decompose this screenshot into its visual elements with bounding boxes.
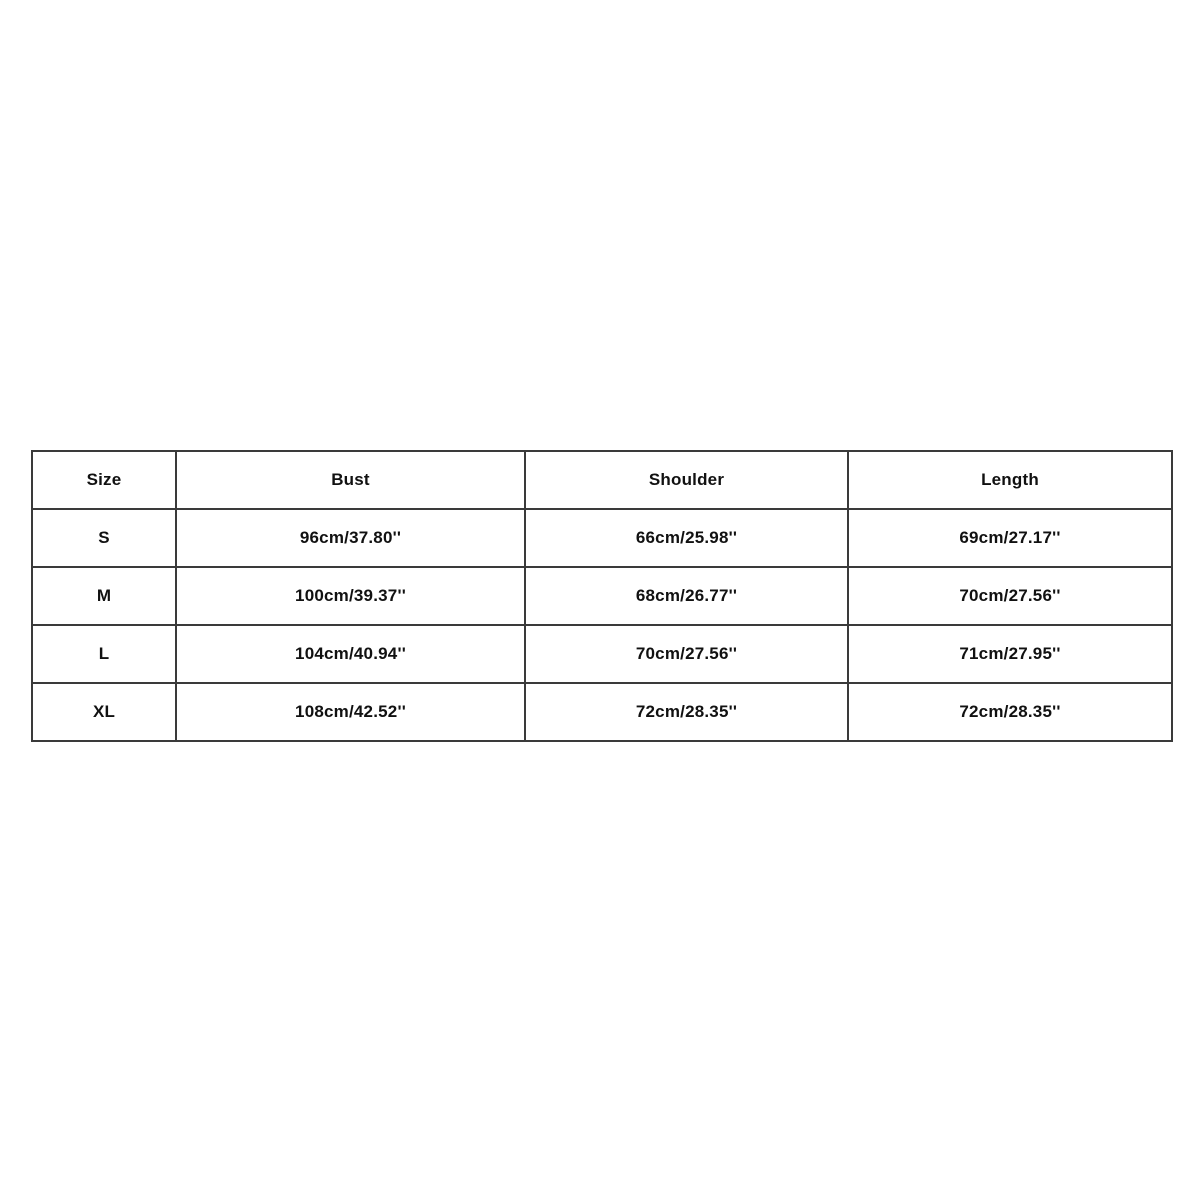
header-bust: Bust [176, 451, 525, 509]
cell-shoulder: 70cm/27.56'' [525, 625, 848, 683]
header-size: Size [32, 451, 176, 509]
cell-size: L [32, 625, 176, 683]
table-row [32, 567, 1172, 625]
cell-length: 69cm/27.17'' [848, 509, 1172, 567]
cell-bust: 108cm/42.52'' [176, 683, 525, 741]
cell-size: M [32, 567, 176, 625]
cell-size: S [32, 509, 176, 567]
cell-bust: 104cm/40.94'' [176, 625, 525, 683]
size-chart-table [31, 450, 1173, 742]
table-row [32, 625, 1172, 683]
table-header-row [32, 451, 1172, 509]
cell-shoulder: 72cm/28.35'' [525, 683, 848, 741]
table-row [32, 509, 1172, 567]
header-shoulder: Shoulder [525, 451, 848, 509]
cell-bust: 96cm/37.80'' [176, 509, 525, 567]
cell-bust: 100cm/39.37'' [176, 567, 525, 625]
table-row [32, 683, 1172, 741]
cell-length: 71cm/27.95'' [848, 625, 1172, 683]
cell-shoulder: 68cm/26.77'' [525, 567, 848, 625]
cell-length: 72cm/28.35'' [848, 683, 1172, 741]
header-length: Length [848, 451, 1172, 509]
cell-shoulder: 66cm/25.98'' [525, 509, 848, 567]
cell-size: XL [32, 683, 176, 741]
cell-length: 70cm/27.56'' [848, 567, 1172, 625]
